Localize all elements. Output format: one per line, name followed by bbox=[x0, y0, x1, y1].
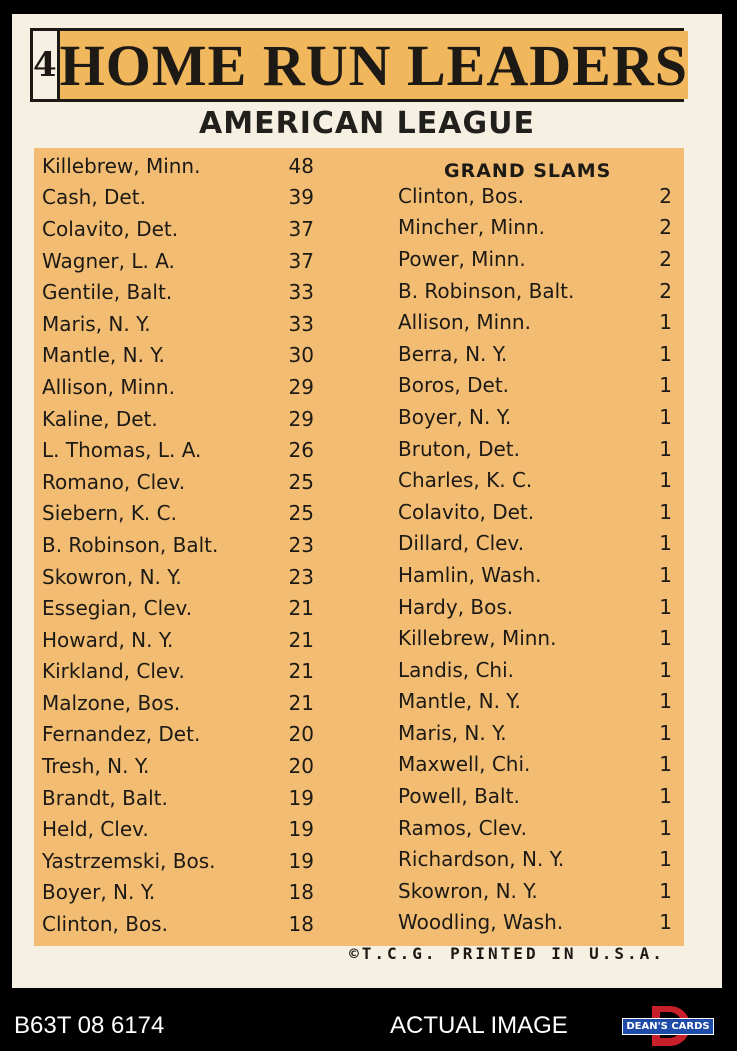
player-name: L. Thomas, L. A. bbox=[42, 438, 202, 463]
player-name: Mincher, Minn. bbox=[398, 215, 545, 240]
stat-value: 1 bbox=[659, 404, 672, 429]
player-name: Charles, K. C. bbox=[398, 468, 533, 493]
league-subtitle: AMERICAN LEAGUE bbox=[199, 106, 535, 141]
list-item bbox=[398, 180, 678, 212]
stat-value: 19 bbox=[288, 848, 314, 873]
player-name: Ramos, Clev. bbox=[398, 815, 528, 840]
list-item bbox=[398, 338, 678, 370]
stat-value: 21 bbox=[288, 659, 314, 684]
stats-panel bbox=[34, 148, 684, 946]
stat-value: 1 bbox=[659, 784, 672, 809]
player-name: Brandt, Balt. bbox=[42, 785, 168, 810]
list-item bbox=[398, 654, 678, 686]
stat-value: 2 bbox=[659, 246, 672, 271]
stat-value: 1 bbox=[659, 815, 672, 840]
player-name: Colavito, Det. bbox=[398, 499, 535, 524]
player-name: Allison, Minn. bbox=[42, 374, 175, 399]
stat-value: 1 bbox=[659, 847, 672, 872]
stat-value: 1 bbox=[659, 626, 672, 651]
stat-value: 26 bbox=[288, 438, 314, 463]
player-name: Kaline, Det. bbox=[42, 406, 158, 431]
list-item bbox=[42, 213, 322, 245]
stat-value: 1 bbox=[659, 878, 672, 903]
stat-value: 1 bbox=[659, 341, 672, 366]
list-item bbox=[42, 182, 322, 214]
player-name: Killebrew, Minn. bbox=[42, 153, 201, 178]
player-name: Allison, Minn. bbox=[398, 310, 531, 335]
list-item bbox=[398, 370, 678, 402]
list-item bbox=[42, 877, 322, 909]
stat-value: 39 bbox=[288, 185, 314, 210]
list-item bbox=[42, 466, 322, 498]
list-item bbox=[398, 464, 678, 496]
stat-value: 1 bbox=[659, 310, 672, 335]
grand-slams-heading: GRAND SLAMS bbox=[444, 160, 612, 182]
player-name: Powell, Balt. bbox=[398, 784, 520, 809]
stat-value: 20 bbox=[288, 754, 314, 779]
deans-cards-logo[interactable] bbox=[622, 1004, 714, 1046]
player-name: Skowron, N. Y. bbox=[398, 878, 538, 903]
list-item bbox=[398, 686, 678, 718]
player-name: Berra, N. Y. bbox=[398, 341, 508, 366]
cert-id: B63T 08 6174 bbox=[14, 1012, 165, 1039]
player-name: Hardy, Bos. bbox=[398, 594, 514, 619]
stat-value: 30 bbox=[288, 343, 314, 368]
stat-value: 1 bbox=[659, 689, 672, 714]
list-item bbox=[398, 622, 678, 654]
list-item bbox=[398, 717, 678, 749]
list-item bbox=[398, 496, 678, 528]
player-name: Gentile, Balt. bbox=[42, 280, 173, 305]
list-item bbox=[398, 875, 678, 907]
player-name: Landis, Chi. bbox=[398, 657, 515, 682]
stat-value: 23 bbox=[288, 532, 314, 557]
player-name: Clinton, Bos. bbox=[42, 912, 168, 937]
player-name: Siebern, K. C. bbox=[42, 501, 177, 526]
list-item bbox=[42, 813, 322, 845]
card-title: HOME RUN LEADERS bbox=[59, 32, 688, 98]
stat-value: 21 bbox=[288, 596, 314, 621]
stat-value: 1 bbox=[659, 499, 672, 524]
player-name: Boros, Det. bbox=[398, 373, 510, 398]
list-item bbox=[42, 561, 322, 593]
player-name: Boyer, N. Y. bbox=[398, 404, 512, 429]
stat-value: 1 bbox=[659, 594, 672, 619]
list-item bbox=[42, 750, 322, 782]
stat-value: 1 bbox=[659, 752, 672, 777]
trading-card-back bbox=[12, 14, 722, 988]
list-item bbox=[398, 306, 678, 338]
actual-image-label: ACTUAL IMAGE bbox=[390, 1012, 568, 1039]
stat-value: 33 bbox=[288, 280, 314, 305]
list-item bbox=[42, 719, 322, 751]
stat-value: 33 bbox=[288, 311, 314, 336]
stat-value: 18 bbox=[288, 880, 314, 905]
stat-value: 1 bbox=[659, 657, 672, 682]
player-name: Wagner, L. A. bbox=[42, 248, 175, 273]
list-item bbox=[398, 812, 678, 844]
stat-value: 37 bbox=[288, 248, 314, 273]
player-name: Mantle, N. Y. bbox=[42, 343, 165, 368]
stat-value: 21 bbox=[288, 627, 314, 652]
player-name: Held, Clev. bbox=[42, 817, 149, 842]
stat-value: 1 bbox=[659, 436, 672, 461]
list-item bbox=[398, 749, 678, 781]
stat-value: 1 bbox=[659, 910, 672, 935]
player-name: B. Robinson, Balt. bbox=[398, 278, 575, 303]
player-name: Hamlin, Wash. bbox=[398, 562, 542, 587]
list-item bbox=[42, 403, 322, 435]
player-name: Malzone, Bos. bbox=[42, 690, 181, 715]
player-name: Richardson, N. Y. bbox=[398, 847, 565, 872]
printed-notice: ©T.C.G. PRINTED IN U.S.A. bbox=[349, 944, 665, 963]
stat-value: 1 bbox=[659, 720, 672, 745]
list-item bbox=[42, 782, 322, 814]
stat-value: 2 bbox=[659, 278, 672, 303]
player-name: Maxwell, Chi. bbox=[398, 752, 531, 777]
grand-slams-list bbox=[398, 180, 678, 938]
stat-value: 25 bbox=[288, 501, 314, 526]
player-name: Skowron, N. Y. bbox=[42, 564, 182, 589]
list-item bbox=[398, 591, 678, 623]
player-name: Maris, N. Y. bbox=[42, 311, 151, 336]
player-name: Clinton, Bos. bbox=[398, 183, 524, 208]
player-name: Boyer, N. Y. bbox=[42, 880, 156, 905]
list-item bbox=[42, 656, 322, 688]
list-item bbox=[42, 624, 322, 656]
player-name: Killebrew, Minn. bbox=[398, 626, 557, 651]
list-item bbox=[42, 845, 322, 877]
stat-value: 29 bbox=[288, 374, 314, 399]
player-name: Power, Minn. bbox=[398, 246, 526, 271]
list-item bbox=[42, 592, 322, 624]
list-item bbox=[42, 276, 322, 308]
player-name: Tresh, N. Y. bbox=[42, 754, 150, 779]
list-item bbox=[42, 371, 322, 403]
player-name: Yastrzemski, Bos. bbox=[42, 848, 216, 873]
stat-value: 37 bbox=[288, 216, 314, 241]
player-name: Dillard, Clev. bbox=[398, 531, 525, 556]
list-item bbox=[42, 245, 322, 277]
player-name: Essegian, Clev. bbox=[42, 596, 193, 621]
list-item bbox=[398, 528, 678, 560]
player-name: Romano, Clev. bbox=[42, 469, 186, 494]
list-item bbox=[398, 559, 678, 591]
stat-value: 1 bbox=[659, 562, 672, 587]
player-name: Kirkland, Clev. bbox=[42, 659, 185, 684]
player-name: Mantle, N. Y. bbox=[398, 689, 521, 714]
card-number: 4 bbox=[33, 31, 60, 99]
list-item bbox=[42, 529, 322, 561]
list-item bbox=[42, 434, 322, 466]
list-item bbox=[398, 243, 678, 275]
player-name: Maris, N. Y. bbox=[398, 720, 507, 745]
stat-value: 18 bbox=[288, 912, 314, 937]
stat-value: 48 bbox=[288, 153, 314, 178]
stat-value: 21 bbox=[288, 690, 314, 715]
stat-value: 23 bbox=[288, 564, 314, 589]
player-name: Fernandez, Det. bbox=[42, 722, 201, 747]
list-item bbox=[398, 275, 678, 307]
player-name: Woodling, Wash. bbox=[398, 910, 564, 935]
list-item bbox=[398, 907, 678, 939]
player-name: Bruton, Det. bbox=[398, 436, 520, 461]
list-item bbox=[42, 308, 322, 340]
list-item bbox=[42, 340, 322, 372]
stat-value: 19 bbox=[288, 817, 314, 842]
stat-value: 19 bbox=[288, 785, 314, 810]
stat-value: 2 bbox=[659, 183, 672, 208]
stat-value: 1 bbox=[659, 531, 672, 556]
stat-value: 25 bbox=[288, 469, 314, 494]
player-name: Cash, Det. bbox=[42, 185, 146, 210]
home-run-leaders-list bbox=[42, 150, 322, 940]
list-item bbox=[398, 401, 678, 433]
stat-value: 2 bbox=[659, 215, 672, 240]
stat-value: 29 bbox=[288, 406, 314, 431]
stat-value: 20 bbox=[288, 722, 314, 747]
list-item bbox=[42, 498, 322, 530]
stat-value: 1 bbox=[659, 373, 672, 398]
list-item bbox=[398, 843, 678, 875]
stat-value: 1 bbox=[659, 468, 672, 493]
list-item bbox=[42, 908, 322, 940]
list-item bbox=[42, 687, 322, 719]
player-name: B. Robinson, Balt. bbox=[42, 532, 219, 557]
logo-text: DEAN'S CARDS bbox=[622, 1018, 714, 1035]
player-name: Howard, N. Y. bbox=[42, 627, 174, 652]
card-header bbox=[30, 28, 688, 102]
list-item bbox=[42, 150, 322, 182]
list-item bbox=[398, 433, 678, 465]
list-item bbox=[398, 780, 678, 812]
list-item bbox=[398, 212, 678, 244]
player-name: Colavito, Det. bbox=[42, 216, 179, 241]
